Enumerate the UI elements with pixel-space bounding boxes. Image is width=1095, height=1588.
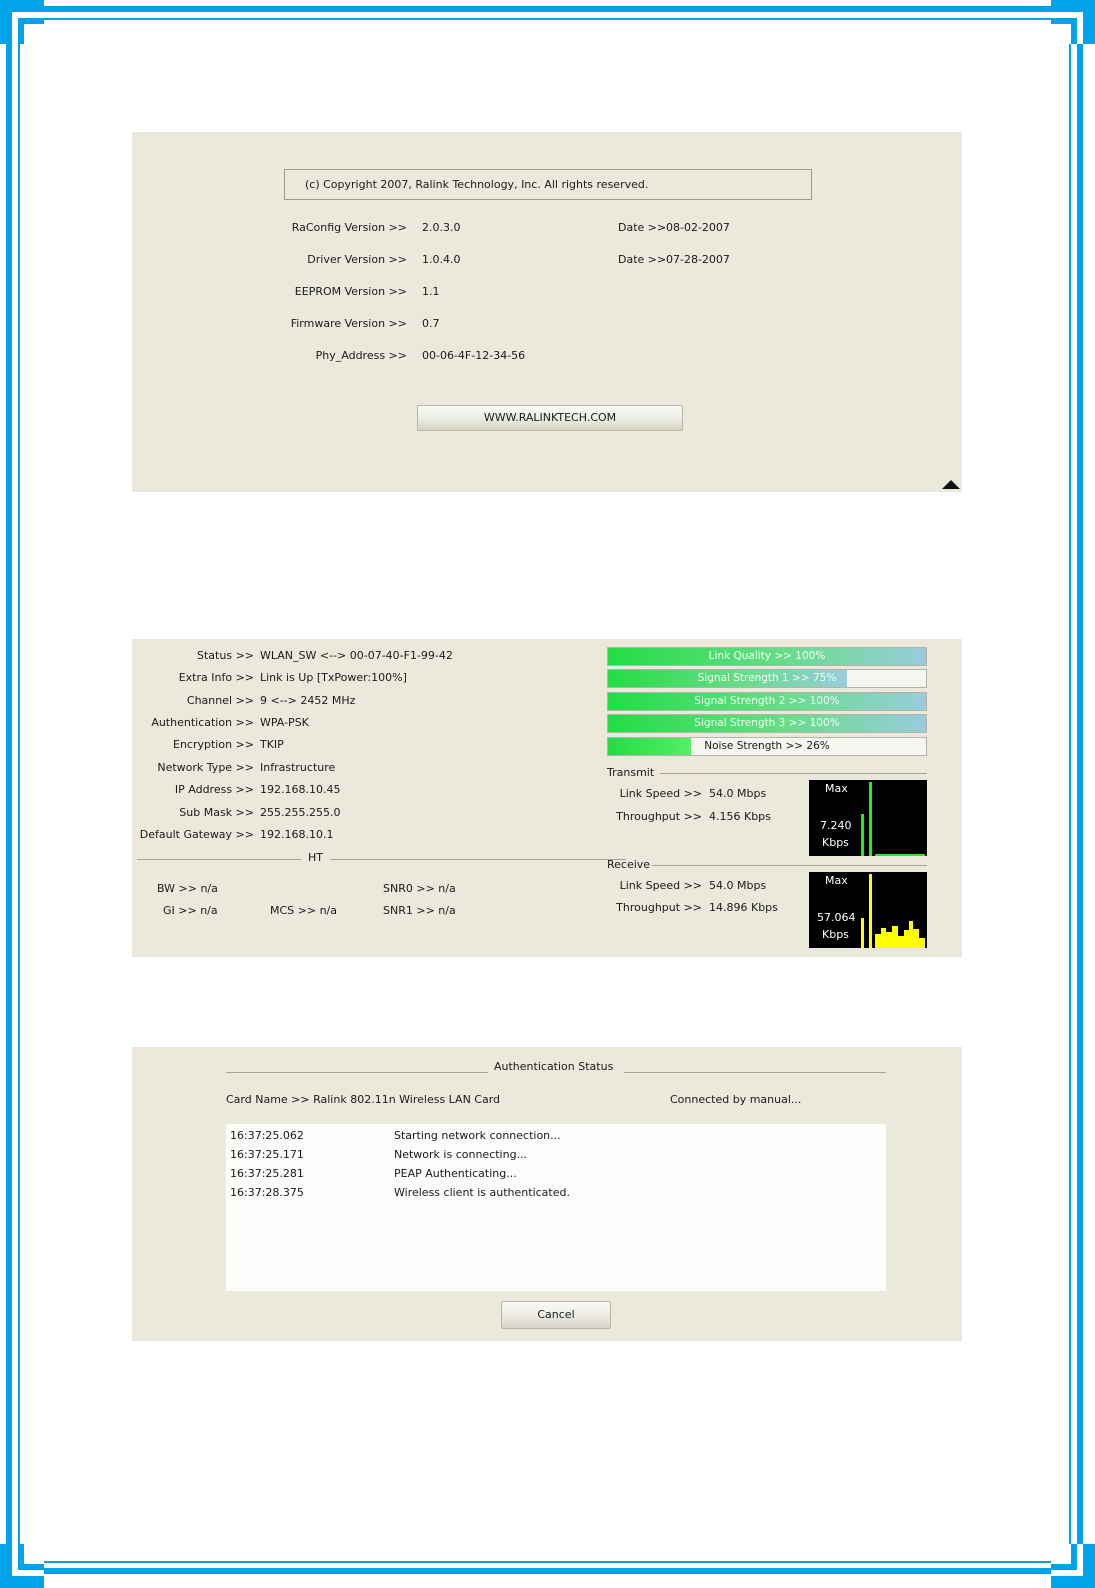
rx-link-speed-value: 54.0 Mbps: [709, 879, 767, 892]
channel-value: 9 <--> 2452 MHz: [260, 694, 356, 707]
transmit-graph: [809, 780, 927, 856]
receive-title: Receive: [607, 858, 651, 871]
driver-date-label: Date >>: [618, 253, 667, 266]
signal-strength-3-label: Signal Strength 3 >> 100%: [694, 717, 840, 729]
tx-graph-value: 7.240: [820, 819, 852, 832]
cancel-button[interactable]: Cancel: [501, 1301, 611, 1329]
noise-strength-label: Noise Strength >> 26%: [704, 740, 830, 752]
ip-address-label: IP Address >>: [174, 783, 254, 796]
auth-status-title: Authentication Status: [494, 1060, 614, 1073]
signal-strength-1-label: Signal Strength 1 >> 75%: [697, 672, 837, 684]
log-time: 16:37:28.375: [230, 1186, 304, 1199]
phy-address-value: 00-06-4F-12-34-56: [422, 349, 526, 362]
tx-graph-max: Max: [825, 782, 848, 795]
transmit-title: Transmit: [607, 766, 655, 779]
encryption-value: TKIP: [260, 738, 284, 751]
signal-strength-1-bar: [607, 669, 927, 688]
default-gateway-label: Default Gateway >>: [139, 828, 254, 841]
driver-version-value: 1.0.4.0: [422, 253, 461, 266]
signal-strength-2-bar: [607, 692, 927, 711]
ht-title: HT: [308, 851, 323, 864]
status-value: WLAN_SW <--> 00-07-40-F1-99-42: [260, 649, 453, 662]
rx-graph-bar: [869, 874, 872, 948]
log-message: Starting network connection...: [394, 1129, 561, 1142]
phy-address-label: Phy_Address >>: [315, 349, 407, 362]
encryption-label: Encryption >>: [173, 738, 254, 751]
network-type-label: Network Type >>: [157, 761, 254, 774]
authentication-label: Authentication >>: [151, 716, 254, 729]
rx-graph-bar: [919, 938, 925, 948]
about-panel: [132, 132, 962, 492]
rx-throughput-value: 14.896 Kbps: [709, 901, 778, 914]
ip-address-value: 192.168.10.45: [260, 783, 341, 796]
channel-label: Channel >>: [186, 694, 254, 707]
extra-info-label: Extra Info >>: [178, 671, 254, 684]
card-name: Card Name >> Ralink 802.11n Wireless LAN Card: [226, 1093, 501, 1106]
frame-corner-top-left: [0, 0, 44, 44]
sub-mask-value: 255.255.255.0: [260, 806, 341, 819]
frame-top-inner: [44, 18, 1051, 20]
tx-throughput-label: Throughput >>: [616, 810, 702, 823]
log-time: 16:37:25.171: [230, 1148, 304, 1161]
auth-title-separator-right: [624, 1072, 886, 1073]
receive-graph: [809, 872, 927, 948]
driver-date-value: 07-28-2007: [666, 253, 730, 266]
raconfig-version-label: RaConfig Version >>: [291, 221, 407, 234]
log-message: PEAP Authenticating...: [394, 1167, 517, 1180]
authentication-value: WPA-PSK: [260, 716, 309, 729]
auth-status-panel: [132, 1047, 962, 1341]
link-quality-label: Link Quality >> 100%: [708, 650, 826, 662]
rx-throughput-label: Throughput >>: [616, 901, 702, 914]
network-type-value: Infrastructure: [260, 761, 336, 774]
tx-graph-bar: [861, 814, 864, 856]
status-label: Status >>: [197, 649, 254, 662]
tx-link-speed-value: 54.0 Mbps: [709, 787, 767, 800]
link-status-panel: [132, 639, 962, 957]
tx-graph-unit: Kbps: [822, 836, 849, 849]
rx-graph-unit: Kbps: [822, 928, 849, 941]
log-message: Wireless client is authenticated.: [394, 1186, 570, 1199]
frame-right: [1077, 44, 1083, 1544]
auth-title-separator-left: [226, 1072, 488, 1073]
connection-mode: Connected by manual...: [670, 1093, 802, 1106]
raconfig-date-label: Date >>: [618, 221, 667, 234]
frame-bottom: [44, 1568, 1051, 1574]
transmit-separator: [660, 773, 927, 774]
copyright-text: (c) Copyright 2007, Ralink Technology, Inc. All rights reserved.: [305, 178, 649, 191]
rx-graph-max: Max: [825, 874, 848, 887]
collapse-arrow-icon[interactable]: [942, 480, 960, 489]
snr1-value: SNR1 >> n/a: [383, 904, 456, 917]
eeprom-version-label: EEPROM Version >>: [294, 285, 407, 298]
firmware-version-value: 0.7: [422, 317, 440, 330]
raconfig-date-value: 08-02-2007: [666, 221, 730, 234]
driver-version-label: Driver Version >>: [307, 253, 407, 266]
gi-value: GI >> n/a: [163, 904, 218, 917]
log-time: 16:37:25.062: [230, 1129, 304, 1142]
signal-strength-2-label: Signal Strength 2 >> 100%: [694, 695, 840, 707]
frame-top: [44, 6, 1051, 12]
noise-strength-bar: [607, 737, 927, 756]
tx-graph-baseline: [875, 854, 925, 856]
frame-corner-top-right: [1051, 0, 1095, 44]
tx-throughput-value: 4.156 Kbps: [709, 810, 771, 823]
eeprom-version-value: 1.1: [422, 285, 440, 298]
receive-separator: [652, 865, 927, 866]
rx-graph-bar: [861, 918, 864, 948]
bw-value: BW >> n/a: [157, 882, 218, 895]
mcs-value: MCS >> n/a: [270, 904, 337, 917]
frame-left-inner: [18, 44, 20, 1544]
link-quality-bar: [607, 647, 927, 666]
log-message: Network is connecting...: [394, 1148, 528, 1161]
frame-left: [6, 44, 12, 1544]
frame-corner-bottom-right: [1051, 1544, 1095, 1588]
frame-bottom-inner: [44, 1561, 1051, 1563]
website-button[interactable]: WWW.RALINKTECH.COM: [417, 405, 683, 431]
auth-log-list[interactable]: [226, 1124, 886, 1291]
tx-link-speed-label: Link Speed >>: [619, 787, 702, 800]
copyright-box: [284, 169, 812, 200]
rx-link-speed-label: Link Speed >>: [619, 879, 702, 892]
tx-graph-bar: [869, 782, 872, 856]
raconfig-version-value: 2.0.3.0: [422, 221, 461, 234]
ht-separator-left: [137, 859, 301, 860]
firmware-version-label: Firmware Version >>: [290, 317, 407, 330]
snr0-value: SNR0 >> n/a: [383, 882, 456, 895]
frame-right-inner: [1069, 44, 1071, 1544]
frame-corner-bottom-left: [0, 1544, 44, 1588]
extra-info-value: Link is Up [TxPower:100%]: [260, 671, 407, 684]
log-time: 16:37:25.281: [230, 1167, 304, 1180]
rx-graph-value: 57.064: [817, 911, 856, 924]
default-gateway-value: 192.168.10.1: [260, 828, 334, 841]
signal-strength-3-bar: [607, 714, 927, 733]
sub-mask-label: Sub Mask >>: [179, 806, 254, 819]
ht-separator-right: [330, 859, 626, 860]
